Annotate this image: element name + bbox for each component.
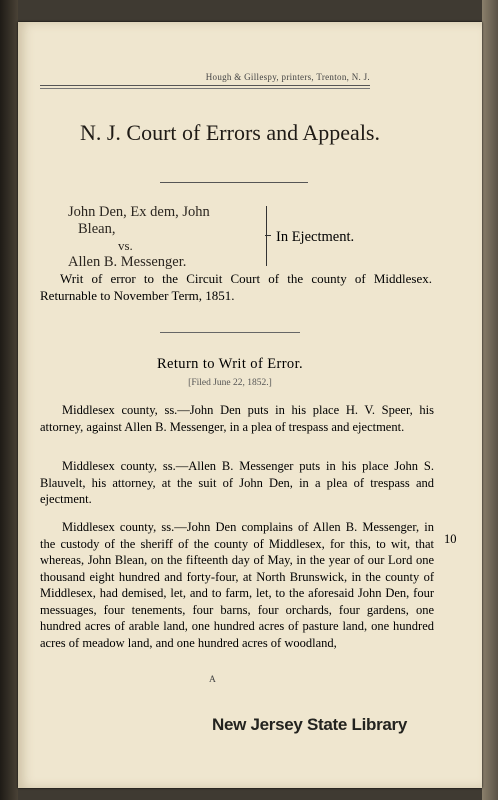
party-line-1: John Den, Ex dem, John (68, 204, 210, 220)
title-divider (160, 182, 308, 183)
signature-mark: A (209, 675, 216, 685)
party-line-4: Allen B. Messenger. (68, 254, 187, 270)
printer-line: Hough & Gillespy, printers, Trenton, N. J. (205, 72, 370, 82)
brace-tip (265, 235, 271, 236)
brace (258, 206, 267, 266)
page-edge (482, 0, 498, 800)
library-stamp: New Jersey State Library (212, 715, 408, 734)
body-paragraph: Middlesex county, ss.—John Den complains of Allen B. Messenger, in the custody of the sheriff of the county of Middlesex, for this, to wit, that whereas, John Blean, on the fifteenth day of May, in the year of our Lord one thousand eight hundred and forty-four, at North Brunswick, in the county of Middlesex, had demised, let, and to farm, let, to the aforesaid John Den, four messuages, four tenements, four barns, four orchards, four gardens, one hundred acres of arable land, one hundred acres of pasture land, one hundred acres of meadow land, and one hundred acres of woodland, (40, 520, 434, 650)
header-rule (40, 88, 370, 89)
margin-line-number: 10 (444, 532, 457, 546)
action-label: In Ejectment. (276, 229, 355, 245)
section-divider (160, 332, 300, 333)
body-paragraph: Middlesex county, ss.—Allen B. Messenger puts in his place John S. Blauvelt, his attorney, at the suit of John Den, in a plea of trespass and ejectment. (40, 459, 434, 506)
section-heading: Return to Writ of Error. (156, 356, 304, 372)
book-gutter (0, 0, 18, 800)
party-line-2: Blean, (78, 221, 116, 237)
writ-paragraph: Writ of error to the Circuit Court of the county of Middlesex. Returnable to November Term, 1851. (40, 271, 432, 303)
running-header (40, 72, 370, 86)
filed-note: [Filed June 22, 1852.] (188, 378, 272, 388)
body-paragraph: Middlesex county, ss.—John Den puts in his place H. V. Speer, his attorney, against Allen B. Messenger, in a plea of trespass and ejectment. (40, 403, 434, 434)
versus-label: vs. (118, 238, 133, 253)
page-title: N. J. Court of Errors and Appeals. (79, 120, 380, 145)
